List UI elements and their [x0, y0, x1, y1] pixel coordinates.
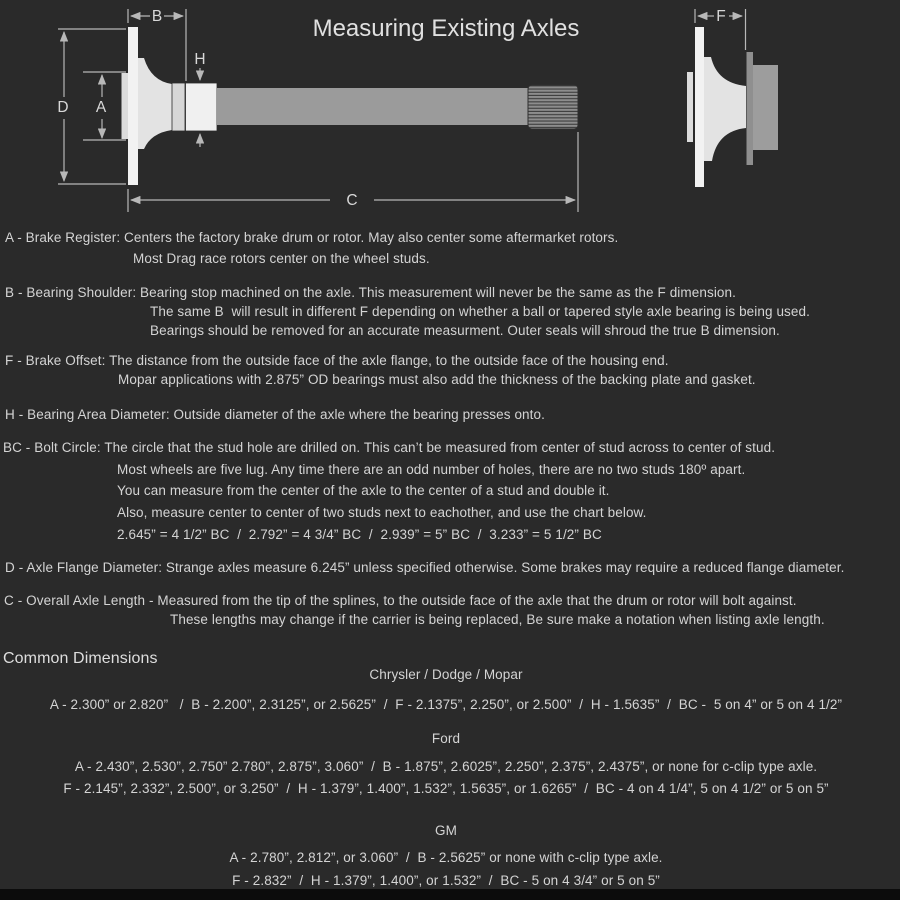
axle-bell-2	[704, 57, 746, 161]
axle-shaft	[217, 88, 528, 125]
dim-d-label: D	[57, 99, 69, 116]
axle-flange-2	[695, 27, 704, 187]
definition-d-line-1: D - Axle Flange Diameter: Strange axles measure 6.245” unless specified otherwise. Some brakes may require a reduced flange diameter.	[5, 560, 845, 575]
chrysler-dimensions-line: A - 2.300” or 2.820” / B - 2.200”, 2.3125”, or 2.5625” / F - 2.1375”, 2.250”, or 2.500” / H - 1.5635” / BC - 5 on 4” or 5 on 4 1/2”	[49, 697, 843, 712]
bearing-shoulder-collar	[172, 83, 185, 131]
gm-dimensions-line-1: A - 2.780”, 2.812”, or 3.060” / B - 2.5625” or none with c-clip type axle.	[229, 850, 663, 865]
definition-bc-line-1: BC - Bolt Circle: The circle that the stud hole are drilled on. This can’t be measured from center of stud across to center of stud.	[3, 440, 776, 455]
ford-section-title: Ford	[431, 731, 461, 746]
dim-f-label: F	[716, 8, 726, 25]
bottom-bar	[0, 889, 900, 900]
gm-section-title: GM	[435, 823, 457, 838]
definition-bc-line-2: Most wheels are five lug. Any time there are an odd number of holes, there are no two studs 180º apart.	[117, 462, 746, 477]
bearing-area	[186, 83, 218, 131]
dim-a-label: A	[95, 99, 107, 116]
definition-a-line-1: A - Brake Register: Centers the factory brake drum or rotor. May also center some aftermarket rotors.	[5, 230, 619, 245]
housing-end-block	[753, 65, 778, 150]
dim-b-label: B	[151, 8, 163, 25]
definition-a-line-2: Most Drag race rotors center on the wheel studs.	[133, 251, 430, 266]
ford-dimensions-line-1: A - 2.430”, 2.530”, 2.750” 2.780”, 2.875”, 3.060” / B - 1.875”, 2.6025”, 2.250”, 2.375”, 2.4375”, or none for c-clip type axle.	[74, 759, 818, 774]
definition-bc-line-3: You can measure from the center of the axle to the center of a stud and double it.	[117, 483, 610, 498]
page-title: Measuring Existing Axles	[312, 15, 580, 42]
brake-register-2	[687, 72, 693, 142]
definition-c-line-1: C - Overall Axle Length - Measured from the tip of the splines, to the outside face of the axle that the drum or rotor will bolt against.	[4, 593, 797, 608]
definition-f-line-1: F - Brake Offset: The distance from the outside face of the axle flange, to the outside face of the housing end.	[5, 353, 669, 368]
gm-dimensions-line-2: F - 2.832” / H - 1.379”, 1.400”, or 1.532” / BC - 5 on 4 3/4” or 5 on 5”	[232, 873, 660, 888]
definition-b-line-1: B - Bearing Shoulder: Bearing stop machined on the axle. This measurement will never be the same as the F dimension.	[5, 285, 736, 300]
ford-dimensions-line-2: F - 2.145”, 2.332”, 2.500”, or 3.250” / H - 1.379”, 1.400”, 1.532”, 1.5635”, or 1.6265” / BC - 4 on 4 1/4”, 5 on 4 1/2” or 5 on 5”	[63, 781, 829, 796]
dim-h-label: H	[194, 51, 206, 68]
definition-bc-chart: 2.645” = 4 1/2” BC / 2.792” = 4 3/4” BC / 2.939” = 5” BC / 3.233” = 5 1/2” BC	[117, 527, 602, 542]
axle-side-view	[57, 8, 578, 212]
chrysler-section-title: Chrysler / Dodge / Mopar	[369, 667, 523, 682]
brake-register	[122, 73, 129, 139]
definition-c-line-2: These lengths may change if the carrier is being replaced, Be sure make a notation when listing axle length.	[170, 612, 825, 627]
axle-bell	[138, 58, 172, 149]
common-dimensions-heading: Common Dimensions	[3, 650, 158, 667]
definition-b-line-3: Bearings should be removed for an accurate measurment. Outer seals will shroud the true B dimension.	[150, 323, 780, 338]
axle-flange	[128, 27, 138, 185]
definition-b-line-2: The same B will result in different F depending on whether a ball or tapered style axle bearing is being used.	[150, 304, 810, 319]
axle-flange-offset-view	[687, 8, 778, 187]
definition-f-line-2: Mopar applications with 2.875” OD bearings must also add the thickness of the backing plate and gasket.	[118, 372, 756, 387]
axle-measurement-diagram	[0, 0, 900, 222]
housing-end-flange	[747, 52, 754, 165]
definition-bc-line-4: Also, measure center to center of two studs next to eachother, and use the chart below.	[117, 505, 647, 520]
axle-splines	[528, 85, 578, 129]
definition-h-line-1: H - Bearing Area Diameter: Outside diameter of the axle where the bearing presses onto.	[5, 407, 545, 422]
dim-c-label: C	[346, 192, 358, 209]
